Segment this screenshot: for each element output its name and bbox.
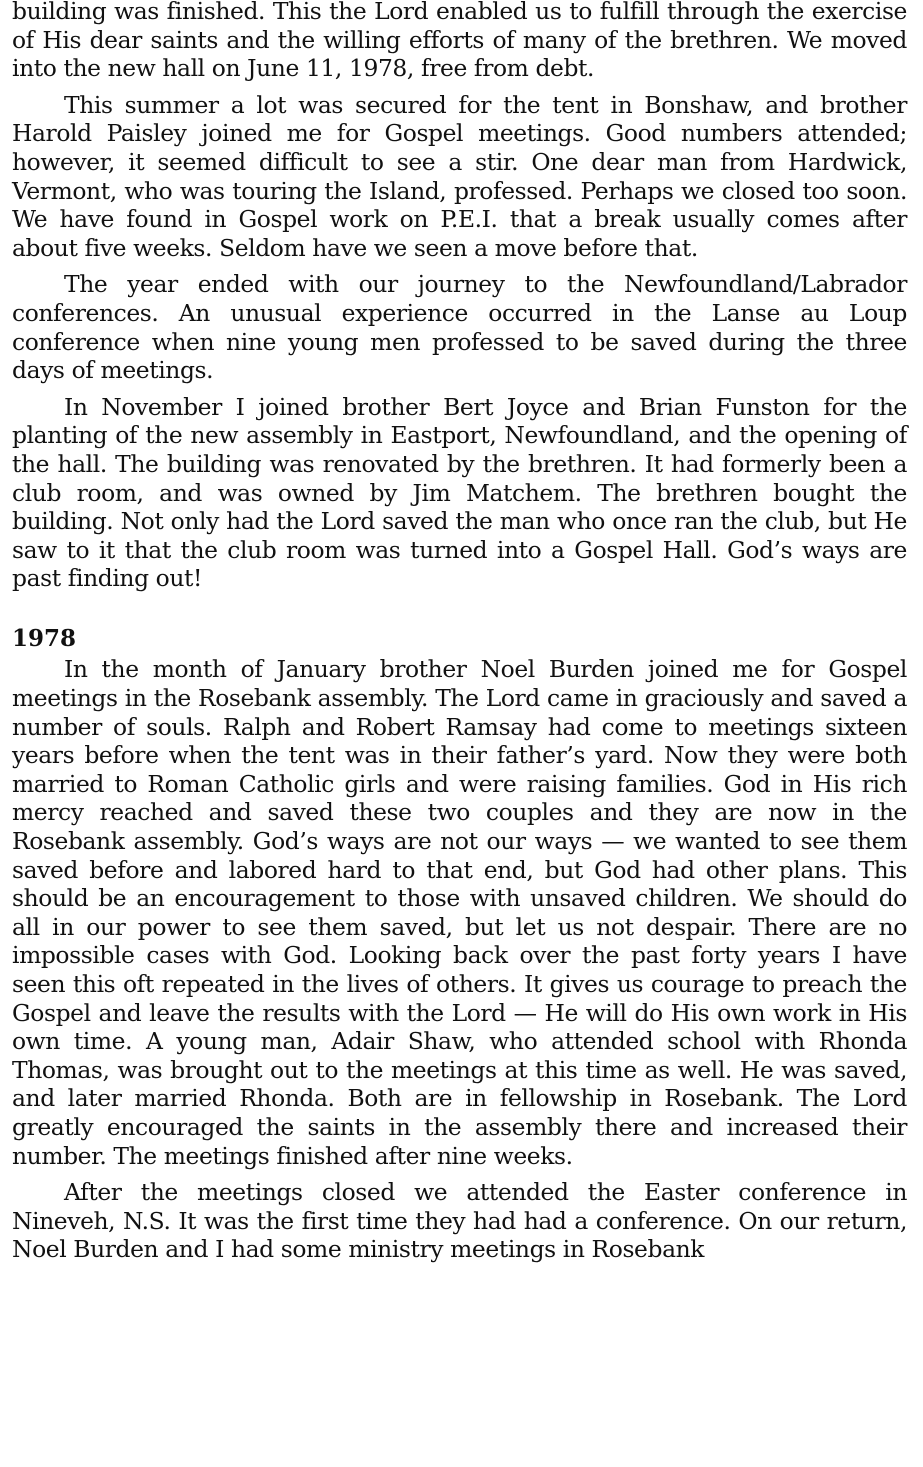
paragraph-continuation: building was finished. This the Lord enabled us to fulfill through the exercise of His dear saints and the willing efforts of many of the brethren. We moved into the new hall on June 11, 1978, free from debt. [12, 0, 907, 83]
paragraph-rosebank-meetings: In the month of January brother Noel Burden joined me for Gospel meetings in the Rosebank assembly. The Lord came in graciously and saved a number of souls. Ralph and Robert Ramsay had come to meetings sixteen years before when the tent was in their father’s yard. Now they were both married to Roman Catholic girls and were raising families. God in His rich mercy reached and saved these two couples and they are now in the Rosebank assembly. God’s ways are not our ways — we wanted to see them saved before and labored hard to that end, but God had other plans. This should be an encouragement to those with unsaved children. We should do all in our power to see them saved, but let us not despair. There are no impossible cases with God. Looking back over the past forty years I have seen this oft repeated in the lives of others. It gives us courage to preach the Gospel and leave the results with the Lord — He will do His own work in His own time. A young man, Adair Shaw, who attended school with Rhonda Thomas, was brought out to the meetings at this time as well. He was saved, and later married Rhonda. Both are in fellowship in Rosebank. The Lord greatly encouraged the saints in the assembly there and increased their number. The meetings finished after nine weeks. [12, 655, 907, 1170]
paragraph-bonshaw-tent: This summer a lot was secured for the tent in Bonshaw, and brother Harold Paisley joined me for Gospel meetings. Good numbers attended; however, it seemed difficult to see a stir. One dear man from Hardwick, Vermont, who was touring the Island, professed. Perhaps we closed too soon. We have found in Gospel work on P.E.I. that a break usually comes after about five weeks. Seldom have we seen a move before that. [12, 90, 907, 262]
paragraph-newfoundland-conferences: The year ended with our journey to the Newfoundland/Labrador conferences. An unusual experience occurred in the Lanse au Loup conference when nine young men professed to be saved during the three days of meetings. [12, 270, 907, 385]
book-page [12, 0, 907, 1264]
paragraph-easter-conference: After the meetings closed we attended the Easter conference in Nineveh, N.S. It was the first time they had had a conference. On our return, Noel Burden and I had some ministry meetings in Rosebank [12, 1178, 907, 1264]
paragraph-eastport-assembly: In November I joined brother Bert Joyce and Brian Funston for the planting of the new assembly in Eastport, Newfoundland, and the opening of the hall. The building was renovated by the brethren. It had formerly been a club room, and was owned by Jim Matchem. The brethren bought the building. Not only had the Lord saved the man who once ran the club, but He saw to it that the club room was turned into a Gospel Hall. God’s ways are past finding out! [12, 392, 907, 593]
section-heading-year: 1978 [12, 624, 77, 652]
